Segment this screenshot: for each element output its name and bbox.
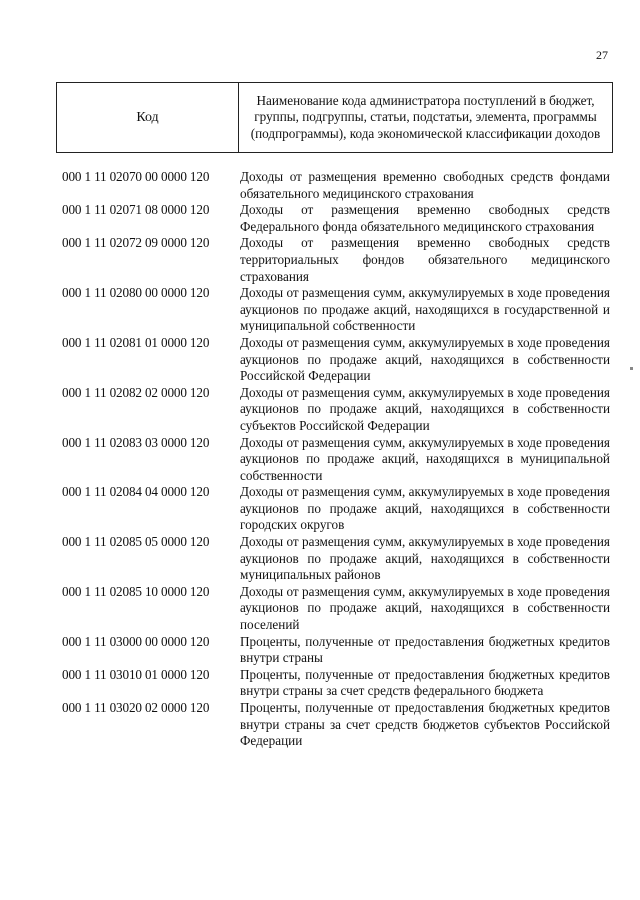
table-row bbox=[62, 435, 610, 485]
table-row bbox=[62, 235, 610, 285]
row-description: Доходы от размещения сумм, аккумулируемых в ходе проведения аукционов по продаже акций, находящихся в собственности субъектов Российской Федерации bbox=[240, 384, 610, 433]
row-code: 000 1 11 02070 00 0000 120 bbox=[62, 169, 210, 184]
row-description: Доходы от размещения сумм, аккумулируемых в ходе проведения аукционов по продаже акций, находящихся в собственности поселений bbox=[240, 583, 610, 633]
table-row bbox=[62, 202, 610, 235]
table-row bbox=[62, 335, 610, 385]
row-code: 000 1 11 02083 03 0000 120 bbox=[62, 434, 210, 450]
row-code: 000 1 11 03010 01 0000 120 bbox=[62, 666, 210, 682]
row-code: 000 1 11 03020 02 0000 120 bbox=[62, 700, 210, 715]
table-row bbox=[62, 484, 610, 534]
row-code: 000 1 11 02085 05 0000 120 bbox=[62, 534, 210, 550]
table-row bbox=[62, 634, 610, 667]
row-code: 000 1 11 02080 00 0000 120 bbox=[62, 285, 210, 301]
row-code: 000 1 11 02072 09 0000 120 bbox=[62, 235, 210, 251]
classification-table-body bbox=[62, 169, 610, 750]
row-description: Доходы от размещения сумм, аккумулируемых в ходе проведения аукционов по продаже акций, находящихся в собственности Российской Федерации bbox=[240, 334, 610, 384]
row-description: Доходы от размещения временно свободных средств фондами обязательного медицинского страхования bbox=[240, 169, 610, 201]
row-description: Проценты, полученные от предоставления бюджетных кредитов внутри страны bbox=[240, 633, 610, 666]
row-description: Доходы от размещения сумм, аккумулируемых в ходе проведения аукционов по продаже акций, находящихся в собственности муниципальных районов bbox=[240, 534, 610, 583]
table-row bbox=[62, 700, 610, 750]
row-code: 000 1 11 02085 10 0000 120 bbox=[62, 583, 210, 599]
row-code: 000 1 11 03000 00 0000 120 bbox=[62, 633, 210, 649]
row-description: Доходы от размещения сумм, аккумулируемых в ходе проведения аукционов по продаже акций, находящихся в муниципальной собственности bbox=[240, 434, 610, 483]
row-code: 000 1 11 02081 01 0000 120 bbox=[62, 334, 210, 350]
row-description: Проценты, полученные от предоставления бюджетных кредитов внутри страны за счет средств бюджетов субъектов Российской Федерации bbox=[240, 700, 610, 749]
page-number: 27 bbox=[596, 48, 608, 62]
table-row bbox=[62, 534, 610, 584]
table-row bbox=[62, 667, 610, 700]
header-name-cell: Наименование кода администратора поступлений в бюджет, группы, подгруппы, статьи, подстатьи, элемента, программы (подпрограммы), кода экономической классификации доходов bbox=[250, 92, 601, 141]
row-description: Доходы от размещения сумм, аккумулируемых в ходе проведения аукционов по продаже акций, находящихся в собственности городских округов bbox=[240, 484, 610, 533]
table-row bbox=[62, 169, 610, 202]
row-code: 000 1 11 02071 08 0000 120 bbox=[62, 202, 210, 218]
scan-speck bbox=[630, 367, 633, 370]
row-description: Доходы от размещения сумм, аккумулируемых в ходе проведения аукционов по продаже акций, находящихся в государственной и муниципальной собственности bbox=[240, 285, 610, 334]
table-row bbox=[62, 385, 610, 435]
row-code: 000 1 11 02082 02 0000 120 bbox=[62, 384, 210, 400]
table-header bbox=[56, 82, 613, 153]
header-code-cell: Код bbox=[57, 83, 239, 152]
row-description: Доходы от размещения временно свободных средств Федерального фонда обязательного медицинского страхования bbox=[240, 202, 610, 234]
table-row bbox=[62, 285, 610, 335]
row-description: Доходы от размещения временно свободных средств территориальных фондов обязательного медицинского страхования bbox=[240, 235, 610, 284]
row-description: Проценты, полученные от предоставления бюджетных кредитов внутри страны за счет средств федерального бюджета bbox=[240, 666, 610, 699]
row-code: 000 1 11 02084 04 0000 120 bbox=[62, 484, 210, 500]
table-row bbox=[62, 584, 610, 634]
